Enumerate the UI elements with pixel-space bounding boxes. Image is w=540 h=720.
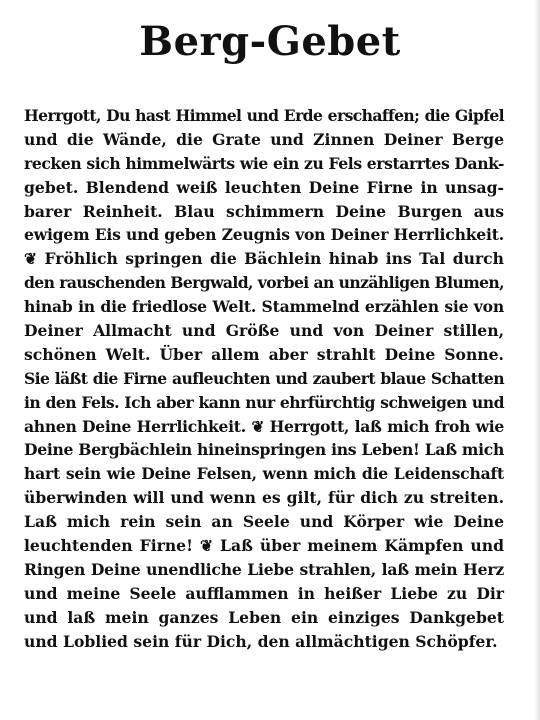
text-line: hart sein wie Deine Felsen, wenn mich die Leidenschaft (24, 464, 504, 484)
text-line: in den Fels. Ich aber kann nur ehrfürchtig schweigen und (24, 392, 504, 412)
text-line: Laß mich rein sein an Seele und Körper wie Deine (24, 512, 504, 532)
prayer-text (24, 104, 504, 653)
text-line: überwinden will und wenn es gilt, für dich zu streiten. (24, 488, 504, 508)
text-line: Deine Bergbächlein hineinspringen ins Leben! Laß mich (24, 440, 504, 460)
page-edge (534, 0, 540, 720)
text-line: recken sich himmelwärts wie ein zu Fels erstarrtes Dank- (24, 153, 504, 173)
page-title: Berg-Gebet (139, 18, 401, 65)
text-line: Herrgott, Du hast Himmel und Erde erschaffen; die Gipfel (24, 106, 504, 125)
text-line: und meine Seele aufflammen in heißer Liebe zu Dir (24, 583, 504, 603)
text-line: barer Reinheit. Blau schimmern Deine Burgen aus (24, 201, 504, 221)
text-line: ahnen Deine Herrlichkeit. ❦ Herrgott, laß mich froh wie (24, 416, 504, 436)
text-line: den rauschenden Bergwald, vorbei an unzähligen Blumen, (24, 273, 504, 293)
text-line: und die Wände, die Grate und Zinnen Deiner Berge (24, 129, 504, 149)
text-line: Ringen Deine unendliche Liebe strahlen, laß mein Herz (24, 559, 504, 579)
text-line: ❦ Fröhlich springen die Bächlein hinab ins Tal durch (24, 249, 504, 269)
text-line: Deiner Allmacht und Größe und von Deiner stillen, (24, 321, 504, 341)
text-line: leuchtenden Firne! ❦ Laß über meinem Kämpfen und (24, 536, 504, 556)
text-line: schönen Welt. Über allem aber strahlt Deine Sonne. (24, 344, 504, 364)
text-line: hinab in die friedlose Welt. Stammelnd erzählen sie von (24, 297, 504, 317)
text-line: ewigem Eis und geben Zeugnis von Deiner Herrlichkeit. (24, 225, 504, 245)
text-line: gebet. Blendend weiß leuchten Deine Firne in unsag- (24, 177, 504, 197)
text-line: und laß mein ganzes Leben ein einziges Dankgebet (24, 607, 504, 627)
text-line: Sie läßt die Firne aufleuchten und zaubert blaue Schatten (24, 368, 504, 388)
text-line: und Loblied sein für Dich, den allmächtigen Schöpfer. (24, 631, 498, 651)
